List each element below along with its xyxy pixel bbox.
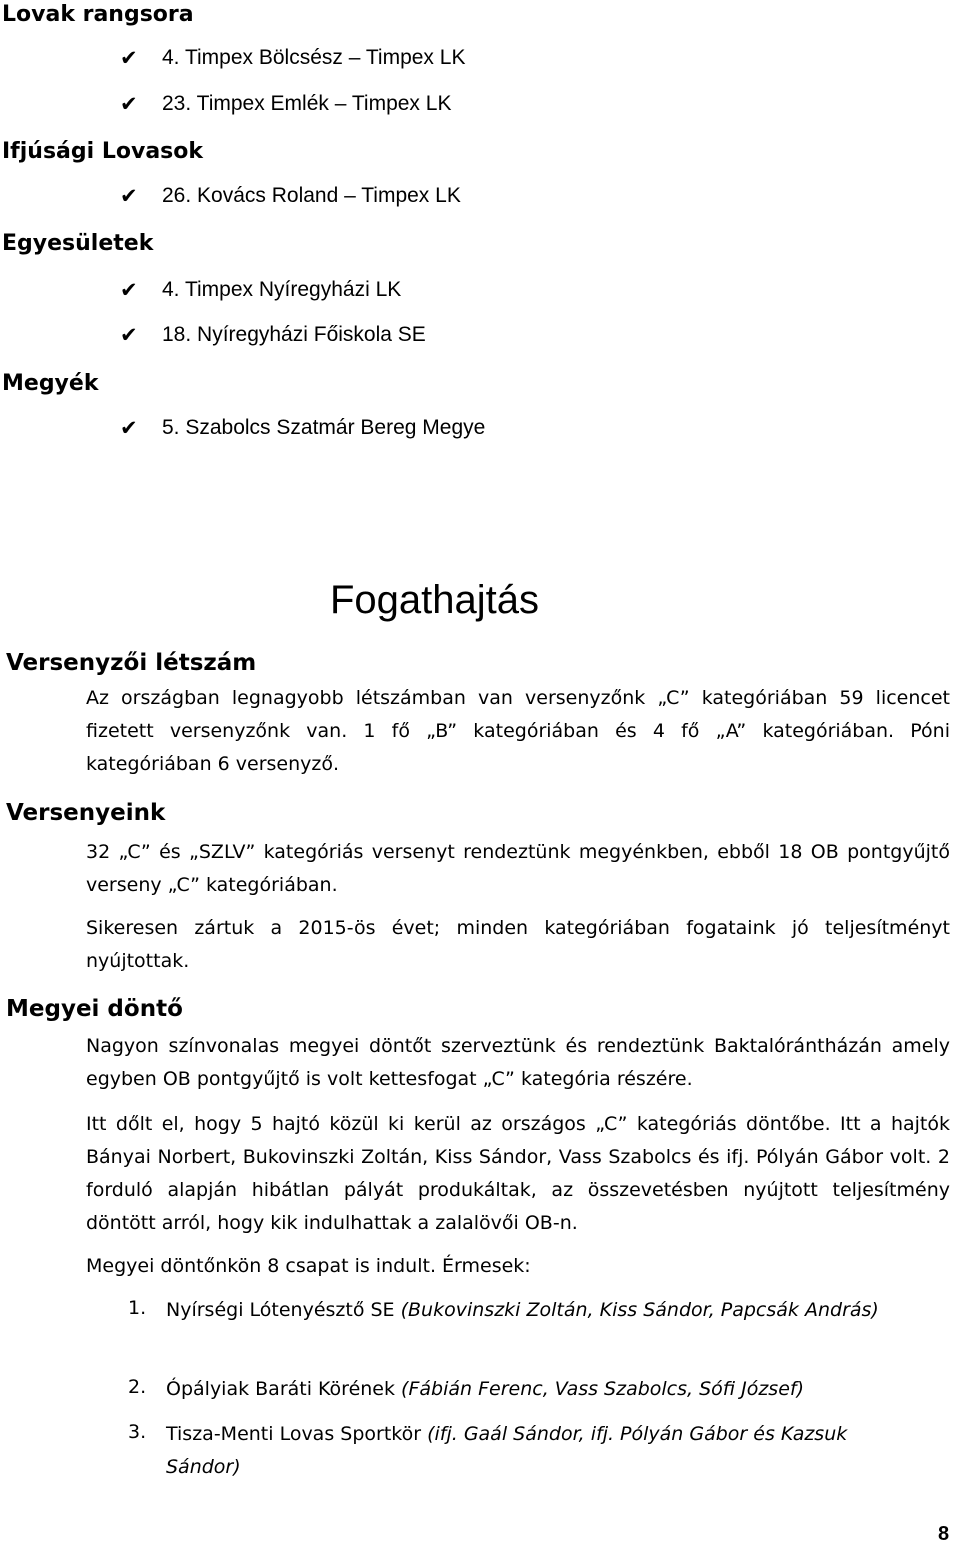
- competitors-heading: Versenyzői létszám: [6, 650, 257, 676]
- final-paragraph: Megyei döntőnkön 8 csapat is indult. Érmesek:: [86, 1255, 531, 1277]
- check-icon: ✔: [120, 323, 138, 347]
- medalist-team: Nyírségi Lótenyésztő SE: [166, 1299, 401, 1321]
- races-heading: Versenyeink: [6, 800, 166, 826]
- races-paragraph: Sikeresen zártuk a 2015-ös évet; minden kategóriában fogataink jó teljesítményt nyújtottak.: [86, 917, 950, 972]
- check-icon: ✔: [120, 46, 138, 70]
- youth-ranking-item: 26. Kovács Roland – Timpex LK: [162, 184, 461, 207]
- medalist-members: (ifj. Gaál Sándor, ifj. Pólyán Gábor és Kazsuk Sándor): [166, 1423, 848, 1478]
- page-number: 8: [938, 1523, 950, 1545]
- final-heading: Megyei döntő: [6, 996, 183, 1022]
- check-icon: ✔: [120, 278, 138, 302]
- counties-heading: Megyék: [2, 371, 99, 396]
- medalist-item: [166, 1294, 926, 1327]
- club-ranking-item: 4. Timpex Nyíregyházi LK: [162, 278, 402, 301]
- medalist-team: Ópályiak Baráti Körének: [166, 1378, 402, 1400]
- medalist-members: (Fábián Ferenc, Vass Szabolcs, Sófi József): [401, 1378, 804, 1400]
- medal-number: 3.: [128, 1421, 147, 1443]
- medalist-members: (Bukovinszki Zoltán, Kiss Sándor, Papcsák András): [400, 1299, 879, 1321]
- check-icon: ✔: [120, 416, 138, 440]
- youth-heading: Ifjúsági Lovasok: [2, 139, 204, 164]
- medal-number: 2.: [128, 1376, 147, 1398]
- horse-ranking-item: 4. Timpex Bölcsész – Timpex LK: [162, 46, 466, 69]
- club-ranking-item: 18. Nyíregyházi Főiskola SE: [162, 323, 426, 346]
- final-paragraph: Nagyon színvonalas megyei döntőt szerveztünk és rendeztünk Baktalórántházán amely egyben OB pontgyűjtő is volt kettesfogat „C” kategória részére.: [86, 1035, 950, 1090]
- clubs-heading: Egyesületek: [2, 231, 154, 256]
- check-icon: ✔: [120, 92, 138, 116]
- medalist-item: [166, 1373, 926, 1406]
- medalist-team: Tisza-Menti Lovas Sportkör: [166, 1423, 428, 1445]
- section-title: Fogathajtás: [330, 578, 540, 622]
- medal-number: 1.: [128, 1297, 147, 1319]
- county-ranking-item: 5. Szabolcs Szatmár Bereg Megye: [162, 416, 486, 439]
- races-paragraph: 32 „C” és „SZLV” kategóriás versenyt rendeztünk megyénkben, ebből 18 OB pontgyűjtő verseny „C” kategóriában.: [86, 841, 950, 896]
- competitors-paragraph: Az országban legnagyobb létszámban van versenyzőnk „C” kategóriában 59 licencet fizetett versenyzőnk van. 1 fő „B” kategóriában és 4 fő „A” kategóriában. Póni kategóriában 6 versenyző.: [86, 687, 950, 775]
- ranking-heading: Lovak rangsora: [2, 2, 194, 27]
- medalist-item: [166, 1418, 926, 1484]
- horse-ranking-item: 23. Timpex Emlék – Timpex LK: [162, 92, 452, 115]
- final-paragraph: Itt dőlt el, hogy 5 hajtó közül ki kerül az országos „C” kategóriás döntőbe. Itt a hajtók Bányai Norbert, Bukovinszki Zoltán, Kiss Sándor, Vass Szabolcs és ifj. Pólyán Gábor volt. 2 forduló alapján hibátlan pályát produkáltak, az összevetésben nyújtott teljesítmény döntött arról, hogy kik indulhattak a zalalövői OB-n.: [86, 1113, 950, 1234]
- check-icon: ✔: [120, 184, 138, 208]
